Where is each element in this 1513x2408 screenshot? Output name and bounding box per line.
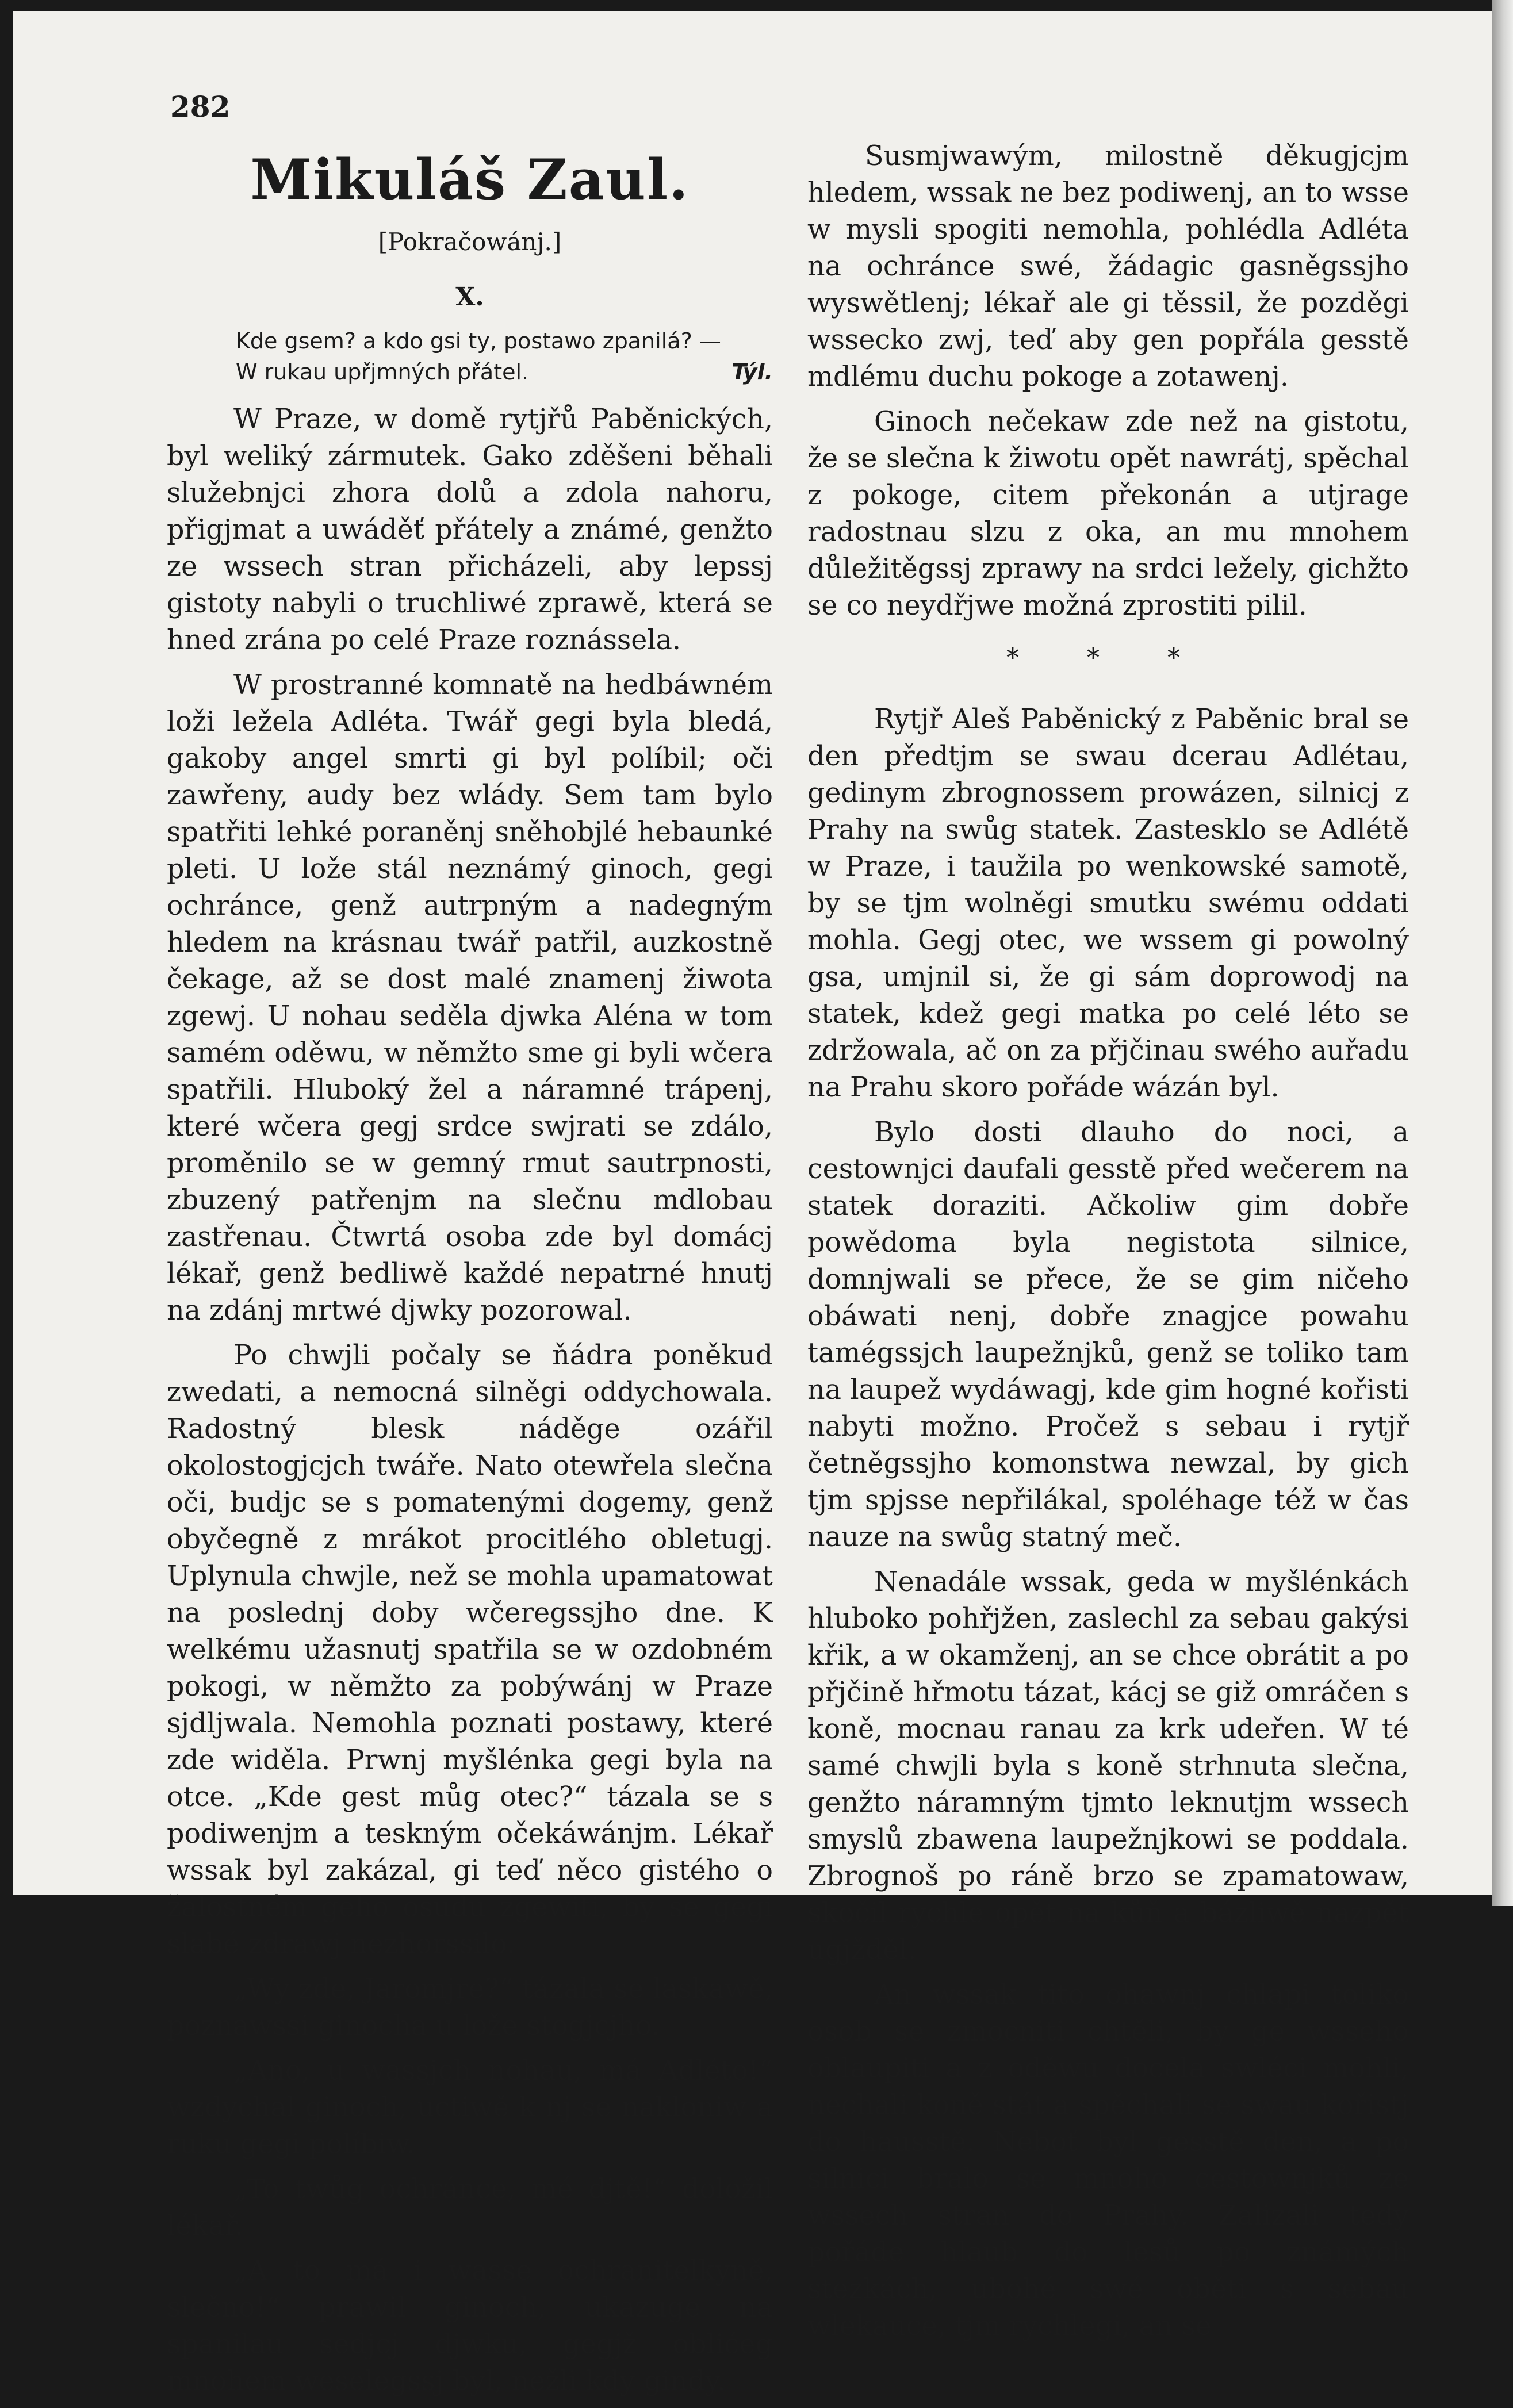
paragraph: W Praze, w domě rytjřů Paběnických, byl weliký zármutek. Gako zděšeni běhali služebnjci zhora dolů a zdola nahoru, přigjmat a uwáděť přátely a známé, genžto ze wssech stran přicházeli, aby lepssj gistoty nabyli o truchliwé zprawě, která se hned zrána po celé Praze roznássela. [167,404,773,656]
epigraph-line-2: W rukau upřjmných přátel. [236,359,529,385]
epigraph-author: Týl. [731,359,773,385]
section-divider-stars: * * * [1006,643,1210,673]
article-title: Mikuláš Zaul. [250,147,690,212]
epigraph-line-1: Kde gsem? a kdo gsi ty, postawo zpanilá? — [236,328,721,354]
paragraph: Ginoch nečekaw zde než na gistotu, že se slečna k žiwotu opět nawrátj, spěchal z pokoge, citem překonán a utjrage radostnau slzu z oka, an mu mnohem důležitěgssj zprawy na srdci ležely, gichžto se co neydřjwe možná zprostiti pilil. [807,406,1409,622]
right-column [807,138,1409,2353]
paragraph: „A to má i wasse ochranitelkyně, slečno!“ prawil ginoch, ukazuge na spanilau sedjcj djwku, gegjž oblićeg mnohem weselegssj byl, nežli kdy gindy. [167,2255,773,2397]
chapter-number: X. [455,282,484,312]
paragraph: „Ano, u wassjch nohau, má Adléto!“ wzdychal ginoch, uctiwě k nj se naklоniw a ruku gegi políbiw. [167,2055,773,2160]
paragraph: „To twůg ochránce, mé djtě!“ doložil lékař. [167,2173,773,2242]
paragraph: Nenadále wssak, geda w myšlénkách hluboko pohřjžen, zaslechl za sebau gakýsi křik, a w okamženj, an se chce obrátit a po přjčině hřmotu tázat, kácj se giž omráčen s koně, mocnau ranau za krk udeřen. W té samé chwjli byla s koně strhnuta slečna, genžto náramným tjmto leknutjm wssech smyslů zbawena laupežnjkowi se poddala. Zbrognoš po ráně brzo se zpamatowaw, skočil rychle opět na kůň a bázliwě nazpět ugjžděl. [807,1566,1409,1966]
paragraph: An wssak tito ohawnj chlapi toliko osob se zmocniti chtěli, by ge wsseho oblaupiti a z oděwu docela swléci mohli, nechali koně stát a spěchali se swau kořistj do hausstě. Neboť byl gesstě den, a po silnici bralo se mnoho cestownjků ze wssech stran do Prahy. Zalizali tedy pořáde hlaub do lesů po známých stezkách, ubohé swé oběti s sebau wlekauce, tjm rychlegi, an se [807,1979,1409,2342]
paragraph: Rytjř Aleš Paběnický z Paběnic bral se den předtjm se swau dcerau Adlétau, gedinym zbrognossem prowázen, silnicj z Prahy na swůg statek. Zastesklo se Adlétě w Praze, i taužila po wenkowské samotě, by se tjm wolněgi smutku swému oddati mohla. Gegj otec, we wssem gi powolný gsa, umjnil si, že gi sám doprowodj na statek, kdež gegi matka po celé léto se zdržowala, ač on za přjčinau swého auřadu na Prahu skoro pořáde wázán byl. [807,704,1409,1103]
page-edge-shadow [1492,0,1513,1906]
epigraph-line-2-row [236,356,773,388]
paragraph: „Wy zde, Jaromjre?“ tázala se laskawě, poznawssi ginocha u lože stogjcjho. [167,1973,773,2042]
left-column [167,144,773,2408]
paragraph: Bylo dosti dlauho do noci, a cestownjci daufali gesstě před wečerem na statek doraziti. Ačkoliw gim dobře powědoma byla negistota silnice, domnjwali se přece, že se gim ničeho obáwati nenj, dobře znagjce powahu tamégssjch laupežnjků, genž se toliko tam na laupež wydáwagj, kde gim hogné kořisti nabyti možno. Pročež s sebau i rytjř četněgssjho komonstwa newzal, by gich tjm spjsse nepřilákal, spoléhage též w čas nauze na swůg statný meč. [807,1117,1409,1553]
paragraph: W prostranné komnatě na hedbáwném loži ležela Adléta. Twář gegi byla bledá, gakoby angel smrti gi byl políbil; oči zawřeny, audy bez wlády. Sem tam bylo spatřiti lehké poraněnj sněhobjlé hebaunké pleti. U lože stál neznámý ginoch, gegi ochránce, genž autrpným a nadegným hledem na krásnau twář patřil, auzkostně čekage, až se dost malé znamenj žiwota zgewj. U nohau seděla djwka Aléna w tom samém oděwu, w němžto sme gi byli wčera spatřili. Hluboký žel a náramné trápenj, které wčera gegj srdce swjrati se zdálo, proměnilo se w gemný rmut sautrpnosti, zbuzený patřenjm na slečnu mdlobau zastřenau. Čtwrtá osoba zde byl domácj lékař, genž bedliwě každé nepatrné hnutj na zdánj mrtwé djwky pozorowal. [167,669,773,1326]
epigraph [236,325,773,388]
page-number: 282 [170,90,231,124]
article-subtitle: [Pokračowánj.] [378,228,562,256]
paragraph: Po chwjli počaly se ňádra poněkud zwedati, a nemocná silněgi oddychowala. Radostný blesk náděge ozářil okolostogjcjch twáře. Nato otewřela slečna oči, budjc se s pomatenými dogemy, genž obyčegně z mrákot procitlého obletugj. Uplynula chwjle, než se mohla upamatowat na poslednj doby wčeregssjho dne. K welkému užasnutj spatřila se w ozdobném pokogi, w němžto za pobýwánj w Praze sjdljwala. Nemohla poznati postawy, které zde widěla. Prwnj myšlénka gegi byla na otce. „Kde gest můg otec?“ tázala se s podiwenjm a teskným očekáwánjm. Lékař wssak byl zakázal, gi teď něco gistého o žalostném geho osudu zgewiti, by se gegi slabé zdrawj nezhorssilo. [167,1340,773,1960]
paragraph: Susmjwawým, milostně děkugjcjm hledem, wssak ne bez podiwenj, an to wsse w mysli spogiti nemohla, pohlédla Adléta na ochránce swé, žádagic gasněgssjho wyswětlenj; lékař ale gi těssil, že pozděgi wssecko zwj, teď aby gen popřála gesstě mdlému duchu pokoge a zotawenj. [807,140,1409,393]
